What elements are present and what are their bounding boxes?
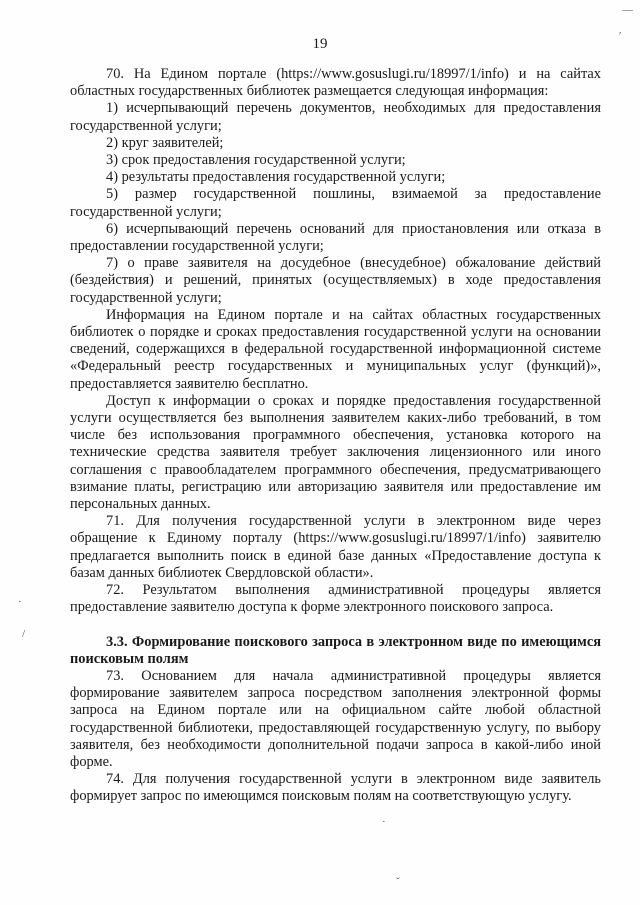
section-heading: 3.3. Формирование поискового запроса в электронном виде по имеющимся поисковым полям bbox=[70, 633, 601, 667]
paragraph: Информация на Едином портале и на сайтах областных государственных библиотек о порядке и сроках предоставления государственной услуги на основании сведений, содержащихся в федеральной государственной информационной системе «Федеральный реестр государственных и муниципальных услуг (функций)», предоставляется заявителю бесплатно. bbox=[70, 306, 601, 392]
paragraph: 71. Для получения государственной услуги в электронном виде через обращение к Единому порталу (https://www.gosuslugi.ru/18997/1/info) заявителю предлагается выполнить поиск в единой базе данных «Предоставление доступа к базам данных библиотек Свердловской области». bbox=[70, 513, 601, 581]
spacer bbox=[70, 617, 601, 634]
paragraph: 72. Результатом выполнения административной процедуры является предоставление заявителю доступа к форме электронного поискового запроса. bbox=[70, 582, 601, 616]
list-item: 2) круг заявителей; bbox=[106, 134, 224, 151]
scan-mark: ˇ bbox=[396, 876, 400, 888]
scan-mark: / bbox=[22, 628, 26, 640]
paragraph: 74. Для получения государственной услуги в электронном виде заявитель формирует запрос по имеющимся поисковым полям на соответствующую услугу. bbox=[70, 771, 601, 805]
paragraph: 70. На Едином портале (https://www.gosuslugi.ru/18997/1/info) и на сайтах областных государственных библиотек размещается следующая информация: bbox=[70, 66, 601, 100]
scan-mark: · bbox=[18, 596, 22, 608]
scan-mark: · bbox=[382, 816, 386, 828]
document-body bbox=[70, 66, 601, 806]
paragraph: Доступ к информации о сроках и порядке предоставления государственной услуги осуществляется без выполнения заявителем каких-либо требований, в том числе без использования программного обеспечения, установка которого на технические средства заявителя требует заключения лицензионного или иного соглашения с правообладателем программного обеспечения, предусматривающего взимание платы, регистрацию или авторизацию заявителя или предоставление им персональных данных. bbox=[70, 392, 601, 513]
list-item: 1) исчерпывающий перечень документов, необходимых для предоставления государственной услуги; bbox=[70, 100, 601, 134]
scan-mark: ʹ bbox=[619, 30, 622, 42]
paragraph: 73. Основанием для начала административной процедуры является формирование заявителем запроса посредством заполнения электронной формы запроса на Едином портале или на официальном сайте любой областной государственной библиотеки, предоставляющей государственную услугу, по выбору заявителя, без необходимости дополнительной подачи запроса в какой-либо иной форме. bbox=[70, 667, 601, 770]
list-item: 6) исчерпывающий перечень оснований для приостановления или отказа в предоставлении государственной услуги; bbox=[70, 220, 601, 255]
list-item: 4) результаты предоставления государственной услуги; bbox=[106, 169, 446, 186]
list-item: 7) о праве заявителя на досудебное (внесудебное) обжалование действий (бездействия) и решений, принятых (осуществляемых) в ходе предоставления государственной услуги; bbox=[70, 255, 601, 306]
page-number: 19 bbox=[312, 36, 328, 52]
list-item: 3) срок предоставления государственной услуги; bbox=[106, 152, 406, 169]
scan-mark: — bbox=[622, 4, 633, 16]
list-item: 5) размер государственной пошлины, взимаемой за предоставление государственной услуги; bbox=[70, 186, 601, 220]
